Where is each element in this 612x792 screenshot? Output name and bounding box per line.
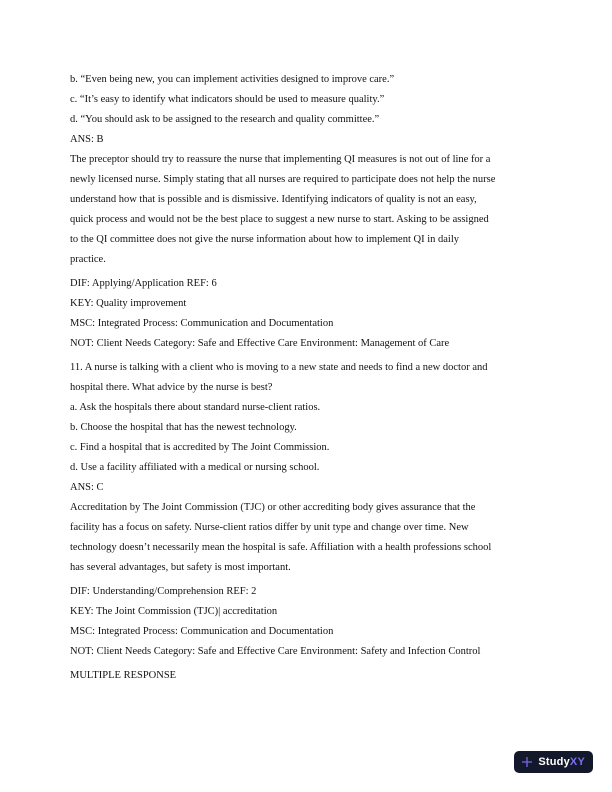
text-line: practice. (70, 254, 106, 265)
text-line: newly licensed nurse. Simply stating that all nurses are required to participate does not help the nurse (70, 174, 496, 185)
text-line: understand how that is possible and is dismissive. Identifying indicators of quality is not an easy, (70, 194, 477, 205)
text-line: NOT: Client Needs Category: Safe and Effective Care Environment: Management of Care (70, 338, 450, 349)
brand-name-accent: XY (569, 755, 585, 768)
text-line: KEY: The Joint Commission (TJC)| accreditation (70, 606, 278, 617)
text-line: has several advantages, but safety is most important. (70, 562, 291, 573)
brand-name-main: Study (538, 755, 570, 768)
text-line: The preceptor should try to reassure the nurse that implementing QI measures is not out of line for a (70, 154, 491, 165)
text-line: c. Find a hospital that is accredited by The Joint Commission. (70, 442, 330, 453)
text-line: quick process and would not be the best place to suggest a new nurse to start. Asking to be assigned (70, 214, 489, 225)
question-10-answer-block (70, 70, 592, 270)
text-line: Accreditation by The Joint Commission (TJC) or other accrediting body gives assurance that the (70, 502, 476, 513)
text-line: c. “It’s easy to identify what indicators should be used to measure quality.” (70, 94, 385, 105)
question-11-metadata (70, 582, 592, 662)
text-line: NOT: Client Needs Category: Safe and Effective Care Environment: Safety and Infection Control (70, 646, 481, 657)
text-line: technology doesn’t necessarily mean the hospital is safe. Affiliation with a health professions school (70, 542, 492, 553)
text-line: b. “Even being new, you can implement activities designed to improve care.” (70, 74, 395, 85)
text-line: KEY: Quality improvement (70, 298, 187, 309)
document-text-content (70, 70, 592, 686)
question-10-metadata (70, 274, 592, 354)
text-line: d. “You should ask to be assigned to the research and quality committee.” (70, 114, 380, 125)
text-line: 11. A nurse is talking with a client who is moving to a new state and needs to find a new doctor and (70, 362, 488, 373)
text-line: facility has a focus on safety. Nurse-client ratios differ by unit type and change over time. New (70, 522, 469, 533)
text-line: ANS: B (70, 134, 104, 145)
text-line: ANS: C (70, 482, 104, 493)
text-line: DIF: Understanding/Comprehension REF: 2 (70, 586, 257, 597)
text-line: DIF: Applying/Application REF: 6 (70, 278, 217, 289)
question-11-block (70, 358, 592, 578)
section-heading-multiple-response (70, 666, 592, 686)
plus-icon (521, 756, 533, 768)
text-line: to the QI committee does not give the nurse information about how to implement QI in daily (70, 234, 460, 245)
text-line: MSC: Integrated Process: Communication and Documentation (70, 318, 334, 329)
text-line: d. Use a facility affiliated with a medical or nursing school. (70, 462, 320, 473)
text-line: a. Ask the hospitals there about standard nurse-client ratios. (70, 402, 321, 413)
text-line: MSC: Integrated Process: Communication and Documentation (70, 626, 334, 637)
text-line: hospital there. What advice by the nurse is best? (70, 382, 273, 393)
text-line: b. Choose the hospital that has the newest technology. (70, 422, 297, 433)
studyxy-logo-badge[interactable] (514, 751, 593, 773)
brand-name (538, 757, 585, 768)
text-line: MULTIPLE RESPONSE (70, 670, 177, 681)
